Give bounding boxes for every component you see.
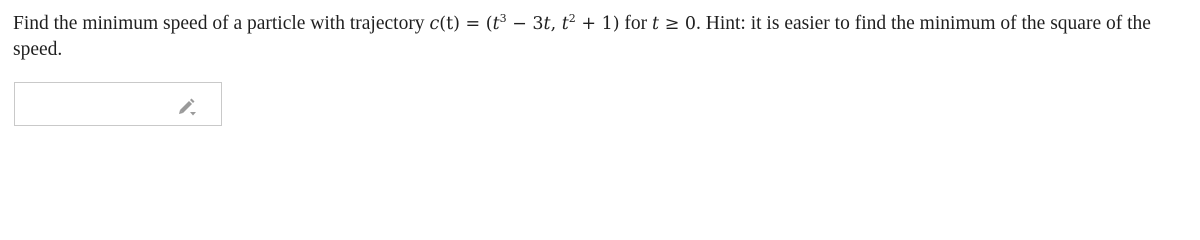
question-text [13,11,1193,62]
question-intro: Find the minimum speed of a particle with trajectory [13,13,430,34]
pencil-edit-icon[interactable] [175,95,197,117]
question-for: for [619,13,653,34]
answer-input[interactable] [14,82,222,126]
domain-condition: t ≥ 0 [652,14,697,34]
question-hint: . Hint: it is easier to find the minimum of the square of the speed. [13,13,1151,60]
trajectory-formula: $c(t) = (t^3 - 3t$, $t^2 + 1$) [429,12,620,34]
